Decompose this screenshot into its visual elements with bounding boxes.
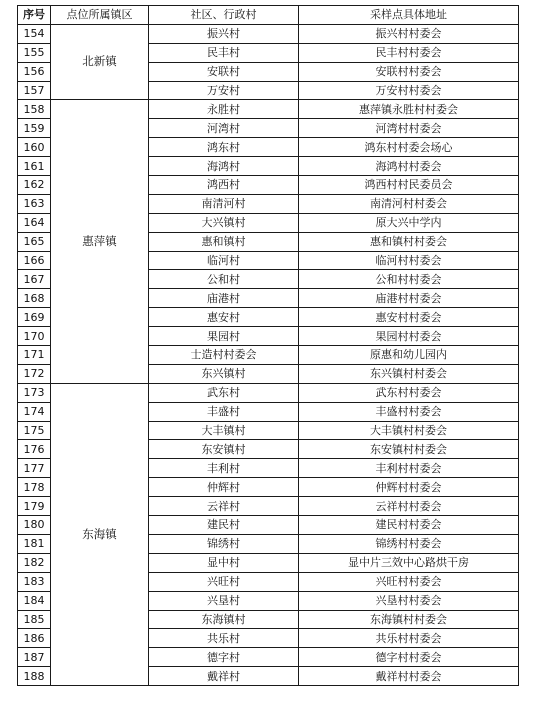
row-index: 181 (18, 534, 51, 553)
village-cell: 丰利村 (149, 459, 299, 478)
row-index: 165 (18, 232, 51, 251)
village-cell: 果园村 (149, 327, 299, 346)
village-cell: 兴旺村 (149, 572, 299, 591)
row-index: 176 (18, 440, 51, 459)
village-cell: 大丰镇村 (149, 421, 299, 440)
town-cell: 东海镇 (51, 383, 149, 685)
address-cell: 云祥村村委会 (299, 497, 519, 516)
table-body (18, 24, 519, 685)
village-cell: 永胜村 (149, 100, 299, 119)
row-index: 173 (18, 383, 51, 402)
village-cell: 万安村 (149, 81, 299, 100)
address-cell: 锦绣村村委会 (299, 534, 519, 553)
row-index: 174 (18, 402, 51, 421)
row-index: 184 (18, 591, 51, 610)
address-cell: 仲辉村村委会 (299, 478, 519, 497)
address-cell: 万安村村委会 (299, 81, 519, 100)
row-index: 159 (18, 119, 51, 138)
address-cell: 临河村村委会 (299, 251, 519, 270)
village-cell: 东海镇村 (149, 610, 299, 629)
header-index: 序号 (18, 6, 51, 25)
address-cell: 兴垦村村委会 (299, 591, 519, 610)
address-cell: 建民村村委会 (299, 516, 519, 535)
row-index: 185 (18, 610, 51, 629)
village-cell: 大兴镇村 (149, 213, 299, 232)
village-cell: 显中村 (149, 553, 299, 572)
village-cell: 惠安村 (149, 308, 299, 327)
address-cell: 河湾村村委会 (299, 119, 519, 138)
header-village: 社区、行政村 (149, 6, 299, 25)
row-index: 170 (18, 327, 51, 346)
village-cell: 云祥村 (149, 497, 299, 516)
address-cell: 德字村村委会 (299, 648, 519, 667)
village-cell: 建民村 (149, 516, 299, 535)
village-cell: 东兴镇村 (149, 364, 299, 383)
address-cell: 民丰村村委会 (299, 43, 519, 62)
address-cell: 丰盛村村委会 (299, 402, 519, 421)
row-index: 162 (18, 176, 51, 195)
village-cell: 戴祥村 (149, 667, 299, 686)
village-cell: 德字村 (149, 648, 299, 667)
address-cell: 惠萍镇永胜村村委会 (299, 100, 519, 119)
village-cell: 东安镇村 (149, 440, 299, 459)
address-cell: 鸿西村村民委员会 (299, 176, 519, 195)
row-index: 187 (18, 648, 51, 667)
row-index: 161 (18, 157, 51, 176)
header-row (18, 6, 519, 25)
village-cell: 临河村 (149, 251, 299, 270)
village-cell: 共乐村 (149, 629, 299, 648)
header-address: 采样点具体地址 (299, 6, 519, 25)
row-index: 180 (18, 516, 51, 535)
village-cell: 河湾村 (149, 119, 299, 138)
village-cell: 海鸿村 (149, 157, 299, 176)
row-index: 169 (18, 308, 51, 327)
address-cell: 东安镇村村委会 (299, 440, 519, 459)
row-index: 171 (18, 346, 51, 365)
address-cell: 海鸿村村委会 (299, 157, 519, 176)
row-index: 177 (18, 459, 51, 478)
address-cell: 安联村村委会 (299, 62, 519, 81)
address-cell: 原惠和幼儿园内 (299, 346, 519, 365)
row-index: 154 (18, 24, 51, 43)
address-cell: 武东村村委会 (299, 383, 519, 402)
row-index: 182 (18, 553, 51, 572)
address-cell: 庙港村村委会 (299, 289, 519, 308)
table-row (18, 24, 519, 43)
address-cell: 显中片三效中心路烘干房 (299, 553, 519, 572)
village-cell: 鸿西村 (149, 176, 299, 195)
address-cell: 惠和镇村村委会 (299, 232, 519, 251)
row-index: 179 (18, 497, 51, 516)
row-index: 156 (18, 62, 51, 81)
village-cell: 仲辉村 (149, 478, 299, 497)
row-index: 183 (18, 572, 51, 591)
address-cell: 兴旺村村委会 (299, 572, 519, 591)
village-cell: 兴垦村 (149, 591, 299, 610)
address-cell: 鸿东村村委会场心 (299, 138, 519, 157)
row-index: 186 (18, 629, 51, 648)
village-cell: 公和村 (149, 270, 299, 289)
village-cell: 士造村村委会 (149, 346, 299, 365)
village-cell: 惠和镇村 (149, 232, 299, 251)
address-cell: 振兴村村委会 (299, 24, 519, 43)
row-index: 188 (18, 667, 51, 686)
row-index: 166 (18, 251, 51, 270)
address-cell: 丰利村村委会 (299, 459, 519, 478)
village-cell: 庙港村 (149, 289, 299, 308)
row-index: 160 (18, 138, 51, 157)
address-cell: 原大兴中学内 (299, 213, 519, 232)
village-cell: 锦绣村 (149, 534, 299, 553)
address-cell: 惠安村村委会 (299, 308, 519, 327)
address-cell: 大丰镇村村委会 (299, 421, 519, 440)
village-cell: 南清河村 (149, 194, 299, 213)
header-town: 点位所属镇区 (51, 6, 149, 25)
address-cell: 戴祥村村委会 (299, 667, 519, 686)
row-index: 167 (18, 270, 51, 289)
village-cell: 安联村 (149, 62, 299, 81)
village-cell: 民丰村 (149, 43, 299, 62)
town-cell: 惠萍镇 (51, 100, 149, 383)
row-index: 172 (18, 364, 51, 383)
address-cell: 果园村村委会 (299, 327, 519, 346)
address-cell: 东兴镇村村委会 (299, 364, 519, 383)
village-cell: 鸿东村 (149, 138, 299, 157)
row-index: 157 (18, 81, 51, 100)
address-cell: 公和村村委会 (299, 270, 519, 289)
village-cell: 武东村 (149, 383, 299, 402)
row-index: 163 (18, 194, 51, 213)
address-cell: 南清河村村委会 (299, 194, 519, 213)
row-index: 168 (18, 289, 51, 308)
village-cell: 振兴村 (149, 24, 299, 43)
row-index: 158 (18, 100, 51, 119)
row-index: 164 (18, 213, 51, 232)
sampling-sites-table (17, 5, 519, 686)
town-cell: 北新镇 (51, 24, 149, 100)
row-index: 178 (18, 478, 51, 497)
row-index: 155 (18, 43, 51, 62)
village-cell: 丰盛村 (149, 402, 299, 421)
row-index: 175 (18, 421, 51, 440)
table-row (18, 100, 519, 119)
address-cell: 东海镇村村委会 (299, 610, 519, 629)
address-cell: 共乐村村委会 (299, 629, 519, 648)
table-row (18, 383, 519, 402)
